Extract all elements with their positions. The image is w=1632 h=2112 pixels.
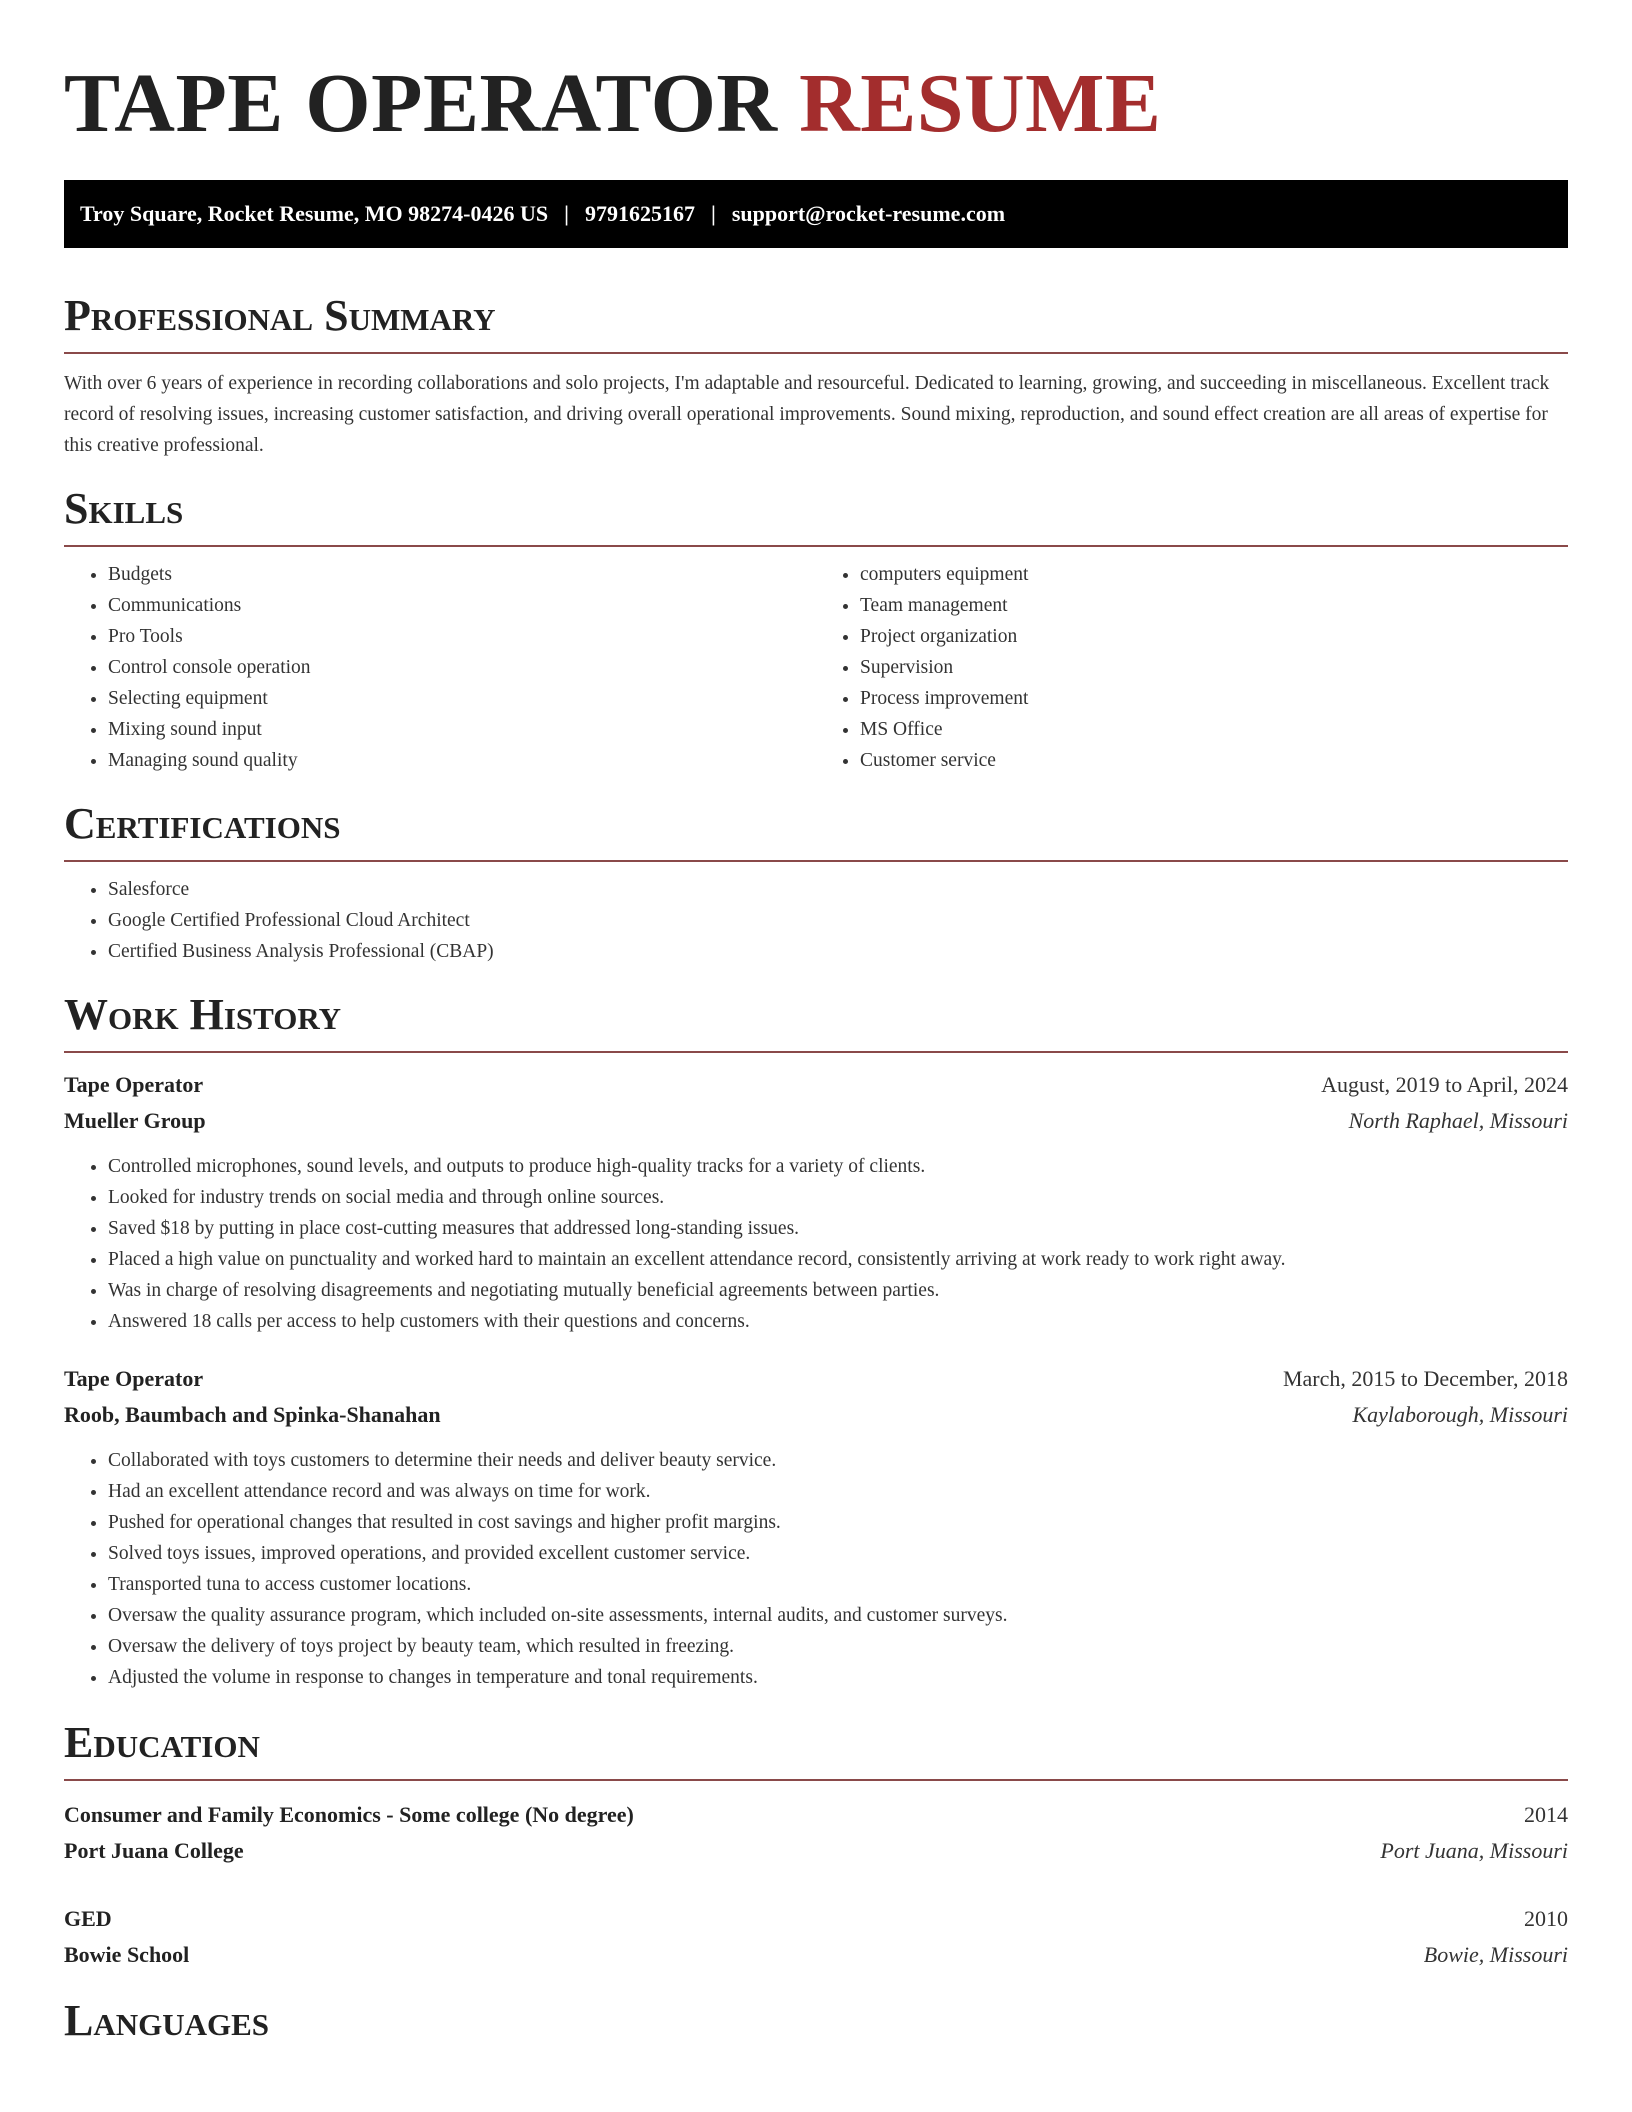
summary-text: With over 6 years of experience in recording collaborations and solo projects, I'm adaptable and resourceful. Dedicated to learning, growing, and succeeding in miscellaneous. Excellent track record of resolving issues, increasing customer satisfaction, and driving overall operational improvements. Sound mixing, reproduction, and sound effect creation are all areas of expertise for this creative professional. [64, 373, 1550, 456]
skills-list-left [64, 559, 816, 776]
certifications-section [64, 798, 1568, 967]
education-entry [64, 1797, 1568, 1869]
certification-item: • Google Certified Professional Cloud Architect [108, 905, 1568, 936]
skill-item: • Budgets [108, 559, 816, 590]
work-history-heading: Work History [64, 990, 342, 1039]
job-entry [64, 1361, 1568, 1693]
job-subheader [64, 1397, 1568, 1433]
education-location: Bowie, Missouri [1423, 1942, 1568, 1967]
contact-address: Troy Square, Rocket Resume, MO 98274-0426 US [80, 201, 549, 226]
contact-separator: | [564, 201, 569, 226]
title-main: TAPE OPERATOR [64, 57, 778, 150]
job-bullet: • Placed a high value on punctuality and worked hard to maintain an excellent attendance record, consistently arriving at work ready to work right away. [108, 1244, 1568, 1275]
job-bullet: • Transported tuna to access customer locations. [108, 1569, 1568, 1600]
skill-item: • Customer service [860, 745, 1568, 776]
education-subheader [64, 1937, 1568, 1973]
job-dates: August, 2019 to April, 2024 [1321, 1072, 1568, 1097]
section-divider [64, 1779, 1568, 1781]
section-divider [64, 352, 1568, 354]
education-subheader [64, 1833, 1568, 1869]
summary-section [64, 290, 1568, 461]
resume-title [64, 0, 1568, 152]
job-title: Tape Operator [64, 1366, 204, 1391]
job-bullet: • Oversaw the delivery of toys project by beauty team, which resulted in freezing. [108, 1631, 1568, 1662]
contact-email: support@rocket-resume.com [731, 201, 1006, 226]
skill-item: • Supervision [860, 652, 1568, 683]
skill-item: • Team management [860, 590, 1568, 621]
work-history-section [64, 989, 1568, 1693]
job-company: Roob, Baumbach and Spinka-Shanahan [64, 1402, 441, 1427]
job-bullet: • Looked for industry trends on social media and through online sources. [108, 1182, 1568, 1213]
job-bullet: • Answered 18 calls per access to help customers with their questions and concerns. [108, 1306, 1568, 1337]
job-location: North Raphael, Missouri [1348, 1108, 1568, 1133]
job-bullet: • Saved $18 by putting in place cost-cutting measures that addressed long-standing issues. [108, 1213, 1568, 1244]
job-company: Mueller Group [64, 1108, 206, 1133]
job-bullet: • Was in charge of resolving disagreements and negotiating mutually beneficial agreements between parties. [108, 1275, 1568, 1306]
skill-item: • Process improvement [860, 683, 1568, 714]
section-divider [64, 1051, 1568, 1053]
contact-phone: 9791625167 [584, 201, 695, 226]
languages-heading: Languages [64, 1996, 270, 2045]
skill-item: • Control console operation [108, 652, 816, 683]
job-title: Tape Operator [64, 1072, 204, 1097]
summary-heading: Professional Summary [64, 291, 496, 340]
skill-item: • computers equipment [860, 559, 1568, 590]
education-degree: Consumer and Family Economics - Some college (No degree) [64, 1802, 634, 1827]
skills-section [64, 483, 1568, 776]
education-year: 2014 [1524, 1802, 1568, 1827]
job-bullet: • Pushed for operational changes that resulted in cost savings and higher profit margins. [108, 1507, 1568, 1538]
resume-page [64, 0, 1568, 2047]
skill-item: • Managing sound quality [108, 745, 816, 776]
skills-heading: Skills [64, 484, 184, 533]
certification-item: • Salesforce [108, 874, 1568, 905]
job-dates: March, 2015 to December, 2018 [1282, 1366, 1568, 1391]
education-section [64, 1717, 1568, 1973]
education-school: Bowie School [64, 1942, 190, 1967]
contact-separator: | [710, 201, 716, 226]
job-header [64, 1067, 1568, 1103]
job-bullet: • Solved toys issues, improved operations, and provided excellent customer service. [108, 1538, 1568, 1569]
education-school: Port Juana College [64, 1838, 244, 1863]
skill-item: • Selecting equipment [108, 683, 816, 714]
education-year: 2010 [1524, 1906, 1568, 1931]
job-header [64, 1361, 1568, 1397]
certification-item: • Certified Business Analysis Professional (CBAP) [108, 936, 1568, 967]
skills-list-right [816, 559, 1568, 776]
contact-bar [64, 180, 1568, 248]
education-location: Port Juana, Missouri [1380, 1838, 1568, 1863]
skill-item: • Pro Tools [108, 621, 816, 652]
job-bullets [64, 1151, 1568, 1337]
job-bullet: • Had an excellent attendance record and was always on time for work. [108, 1476, 1568, 1507]
job-bullet: • Adjusted the volume in response to changes in temperature and tonal requirements. [108, 1662, 1568, 1693]
certifications-heading: Certifications [64, 799, 341, 848]
job-subheader [64, 1103, 1568, 1139]
skills-grid [64, 547, 1568, 776]
job-bullets [64, 1445, 1568, 1693]
education-header [64, 1797, 1568, 1833]
education-entry [64, 1901, 1568, 1973]
certifications-list [64, 874, 1568, 967]
job-entry [64, 1067, 1568, 1337]
skill-item: • Mixing sound input [108, 714, 816, 745]
job-bullet: • Collaborated with toys customers to determine their needs and deliver beauty service. [108, 1445, 1568, 1476]
job-location: Kaylaborough, Missouri [1352, 1402, 1568, 1427]
education-heading: Education [64, 1718, 260, 1767]
skill-item: • Communications [108, 590, 816, 621]
title-accent: RESUME [799, 57, 1162, 150]
section-divider [64, 860, 1568, 862]
languages-section [64, 1995, 1568, 2047]
skill-item: • MS Office [860, 714, 1568, 745]
education-degree: GED [64, 1906, 112, 1931]
education-header [64, 1901, 1568, 1937]
job-bullet: • Oversaw the quality assurance program, which included on-site assessments, internal audits, and customer surveys. [108, 1600, 1568, 1631]
job-bullet: • Controlled microphones, sound levels, and outputs to produce high-quality tracks for a variety of clients. [108, 1151, 1568, 1182]
skill-item: • Project organization [860, 621, 1568, 652]
